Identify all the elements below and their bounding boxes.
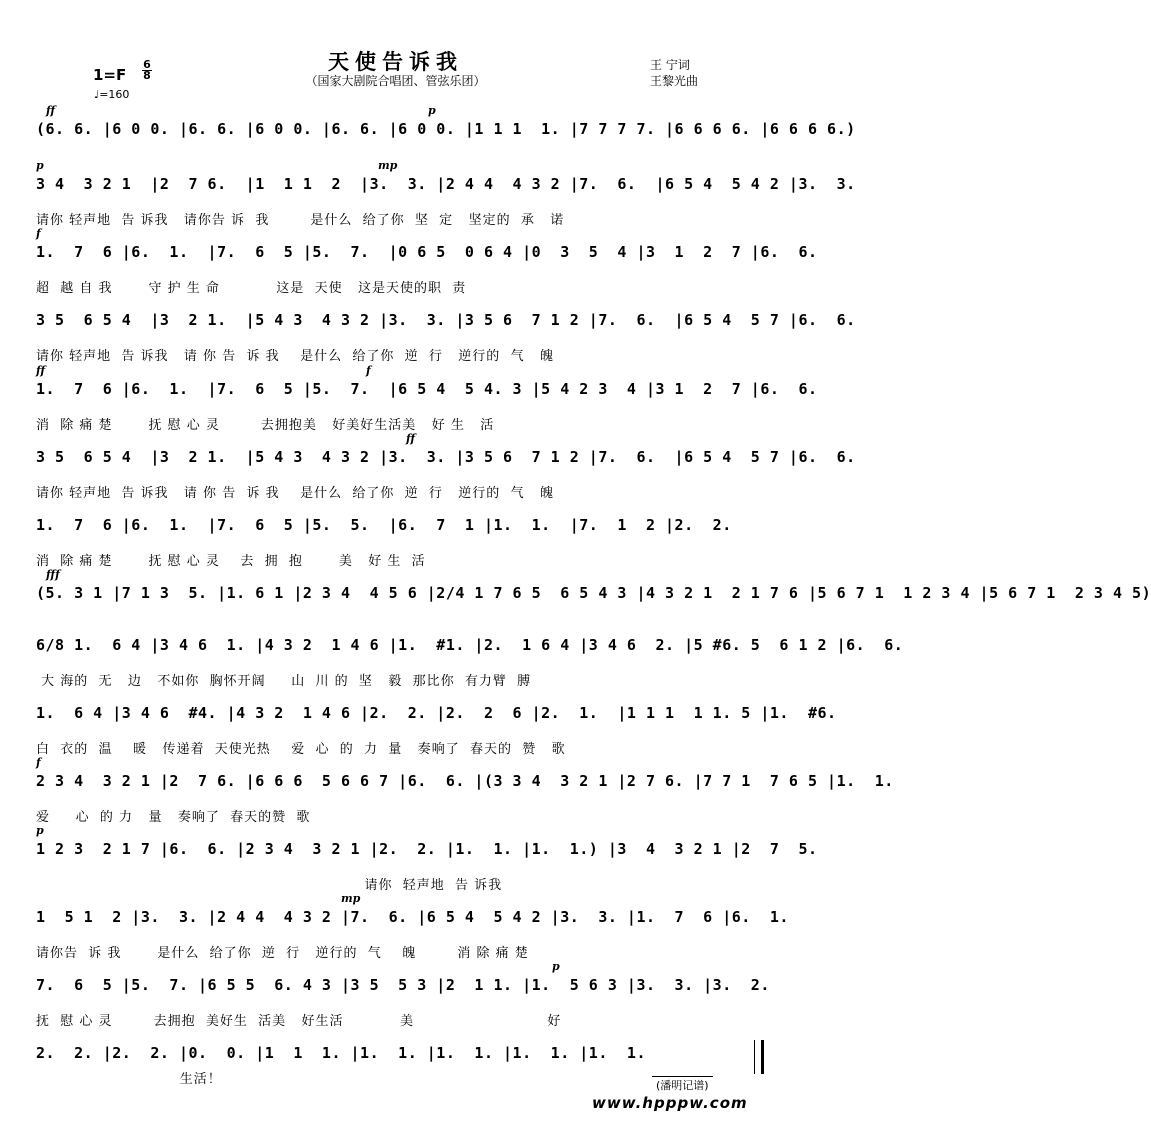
score-system [36,960,770,1029]
dynamic-mark: mp [341,892,361,905]
notation-line: 2 3 4 3 2 1 |2 7 6. |6 6 6 5 6 6 7 |6. 6. |(3 3 4 3 2 1 |2 7 6. |7 7 1 7 6 5 |1. 1. [36,772,894,790]
lyric-line: 消 除 痛 楚 抚 慰 心 灵 去 拥 抱 美 好 生 活 [36,554,426,569]
song-subtitle: （国家大剧院合唱团、管弦乐团） [305,74,486,88]
lyric-line: 大 海的 无 边 不如你 胸怀开阔 山 川 的 坚 毅 那比你 有力臂 膊 [36,674,532,689]
lyric-line: 请你告 诉 我 是什么 给了你 逆 行 逆行的 气 魄 消 除 痛 楚 [36,946,529,961]
dynamic-mark: p [552,960,560,973]
notation-line: 3 4 3 2 1 |2 7 6. |1 1 1 2 |3. 3. |2 4 4 4 3 2 |7. 6. |6 5 4 5 4 2 |3. 3. [36,175,856,193]
score-system [36,227,818,296]
notation-line: 1 2 3 2 1 7 |6. 6. |2 3 4 3 2 1 |2. 2. |1. 1. |1. 1.) |3 4 3 2 1 |2 7 5. [36,840,818,858]
lyric-line: 超 越 自 我 守 护 生 命 这是 天使 这是天使的职 责 [36,281,467,296]
notation-line: (5. 3 1 |7 1 3 5. |1. 6 1 |2 3 4 4 5 6 |2/4 1 7 6 5 6 5 4 3 |4 3 2 1 2 1 7 6 |5 6 7 1 1 2 3 4 |5 6 7 1 2 3 4 5) [36,584,1151,602]
notation-line: 2. 2. |2. 2. |0. 0. |1 1 1. |1. 1. |1. 1. |1. 1. |1. 1. [36,1044,646,1062]
dynamic-mark: mp [378,159,398,172]
dynamic-mark: ff [36,364,46,377]
website-watermark: www.hpppw.com [592,1094,748,1112]
dynamic-mark: f [366,364,371,377]
score-system [36,432,856,501]
notation-line: 6/8 1. 6 4 |3 4 6 1. |4 3 2 1 4 6 |1. #1. |2. 1 6 4 |3 4 6 2. |5 #6. 5 6 1 2 |6. 6. [36,636,904,654]
dynamic-mark: f [36,756,41,769]
final-barline [754,1040,764,1074]
score-system [36,704,837,757]
notation-line: 7. 6 5 |5. 7. |6 5 5 6. 4 3 |3 5 5 3 |2 1 1. |1. 5 6 3 |3. 3. |3. 2. [36,976,770,994]
lyric-line: 生活！ [36,1072,222,1087]
lyric-line: 请你 轻声地 告 诉我 请 你 告 诉 我 是什么 给了你 逆 行 逆行的 气 魄 [36,486,554,501]
lyric-line: 请你 轻声地 告 诉我 请你告 诉 我 是什么 给了你 坚 定 坚定的 承 诺 [36,213,565,228]
time-signature [142,60,152,81]
notation-line: 3 5 6 5 4 |3 2 1. |5 4 3 4 3 2 |3. 3. |3 5 6 7 1 2 |7. 6. |6 5 4 5 7 |6. 6. [36,448,856,466]
score-system [36,892,789,961]
dynamic-mark: f [36,227,41,240]
lyric-line: 请你 轻声地 告 诉我 [36,878,503,893]
dynamic-mark: p [428,104,436,117]
transcriber-credit: (潘明记谱) [652,1076,713,1093]
dynamic-mark: p [36,824,44,837]
composer-credit: 王黎光曲 [650,74,699,88]
score-system [36,311,856,364]
notation-line: 1. 7 6 |6. 1. |7. 6 5 |5. 7. |0 6 5 0 6 4 |0 3 5 4 |3 1 2 7 |6. 6. [36,243,818,261]
lyric-line: 抚 慰 心 灵 去拥抱 美好生 活美 好生活 美 好 [36,1014,562,1029]
notation-line: 1. 7 6 |6. 1. |7. 6 5 |5. 5. |6. 7 1 |1. 1. |7. 1 2 |2. 2. [36,516,732,534]
lyric-line: 爱 心 的 力 量 奏响了 春天的赞 歌 [36,810,311,825]
score-system [36,364,818,433]
dynamic-mark: ff [46,104,56,117]
key-signature: 1=F [93,66,127,84]
score-system [36,568,1151,616]
meter-bottom: 8 [143,69,151,82]
dynamic-mark: ff [406,432,416,445]
notation-line: 1. 7 6 |6. 1. |7. 6 5 |5. 7. |6 5 4 5 4. 3 |5 4 2 3 4 |3 1 2 7 |6. 6. [36,380,818,398]
notation-line: 3 5 6 5 4 |3 2 1. |5 4 3 4 3 2 |3. 3. |3 5 6 7 1 2 |7. 6. |6 5 4 5 7 |6. 6. [36,311,856,329]
notation-line: (6. 6. |6 0 0. |6. 6. |6 0 0. |6. 6. |6 0 0. |1 1 1 1. |7 7 7 7. |6 6 6 6. |6 6 6 6.) [36,120,856,138]
dynamic-mark: fff [46,568,60,581]
score-system [36,159,856,228]
score-system [36,824,818,893]
lyric-line: 白 衣的 温 暖 传递着 天使光热 爱 心 的 力 量 奏响了 春天的 赞 歌 [36,742,566,757]
dynamic-mark: p [36,159,44,172]
meter-top: 6 [143,58,151,71]
tempo-marking: ♩=160 [94,88,130,101]
lyricist-credit: 王 宁词 [650,58,690,72]
notation-line: 1. 6 4 |3 4 6 #4. |4 3 2 1 4 6 |2. 2. |2. 2 6 |2. 1. |1 1 1 1 1. 5 |1. #6. [36,704,837,722]
lyric-line: 请你 轻声地 告 诉我 请 你 告 诉 我 是什么 给了你 逆 行 逆行的 气 魄 [36,349,554,364]
lyric-line: 消 除 痛 楚 抚 慰 心 灵 去拥抱美 好美好生活美 好 生 活 [36,418,495,433]
score-system [36,636,904,689]
score-system [36,104,856,152]
song-title: 天使告诉我 [328,49,463,74]
score-system [36,516,756,569]
score-system [36,756,894,825]
notation-line: 1 5 1 2 |3. 3. |2 4 4 4 3 2 |7. 6. |6 5 4 5 4 2 |3. 3. |1. 7 6 |6. 1. [36,908,789,926]
